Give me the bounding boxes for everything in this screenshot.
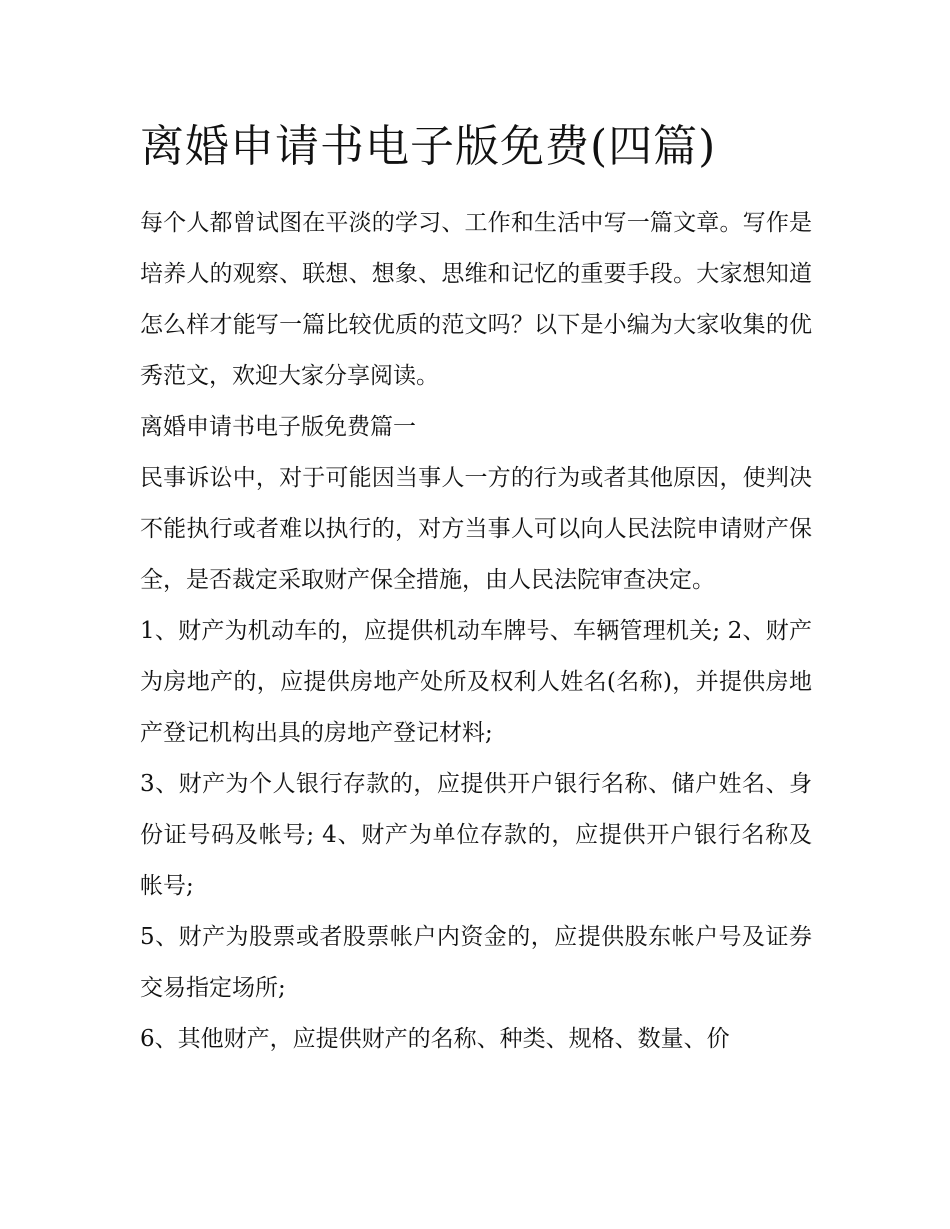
section-heading: 离婚申请书电子版免费篇一 [140, 414, 416, 440]
body-paragraph: 3、财产为个人银行存款的，应提供开户银行名称、储户姓名、身份证号码及帐号; 4、财产为单位存款的，应提供开户银行名称及帐号; [140, 771, 812, 899]
intro-paragraph: 每个人都曾试图在平淡的学习、工作和生活中写一篇文章。写作是培养人的观察、联想、想象、思维和记忆的重要手段。大家想知道怎么样才能写一篇比较优质的范文吗？以下是小编为大家收集的优秀范文，欢迎大家分享阅读。 [140, 210, 812, 389]
body-paragraph: 1、财产为机动车的，应提供机动车牌号、车辆管理机关; 2、财产为房地产的，应提供房地产处所及权利人姓名(名称)，并提供房地产登记机构出具的房地产登记材料; [140, 618, 812, 746]
body-paragraph: 6、其他财产，应提供财产的名称、种类、规格、数量、价 [140, 1026, 730, 1052]
document-body [140, 112, 812, 1065]
page-title: 离婚申请书电子版免费(四篇) [140, 121, 717, 172]
body-paragraph: 民事诉讼中，对于可能因当事人一方的行为或者其他原因，使判决不能执行或者难以执行的，对方当事人可以向人民法院申请财产保全，是否裁定采取财产保全措施，由人民法院审查决定。 [140, 465, 812, 593]
body-paragraph: 5、财产为股票或者股票帐户内资金的，应提供股东帐户号及证券交易指定场所; [140, 924, 812, 1001]
